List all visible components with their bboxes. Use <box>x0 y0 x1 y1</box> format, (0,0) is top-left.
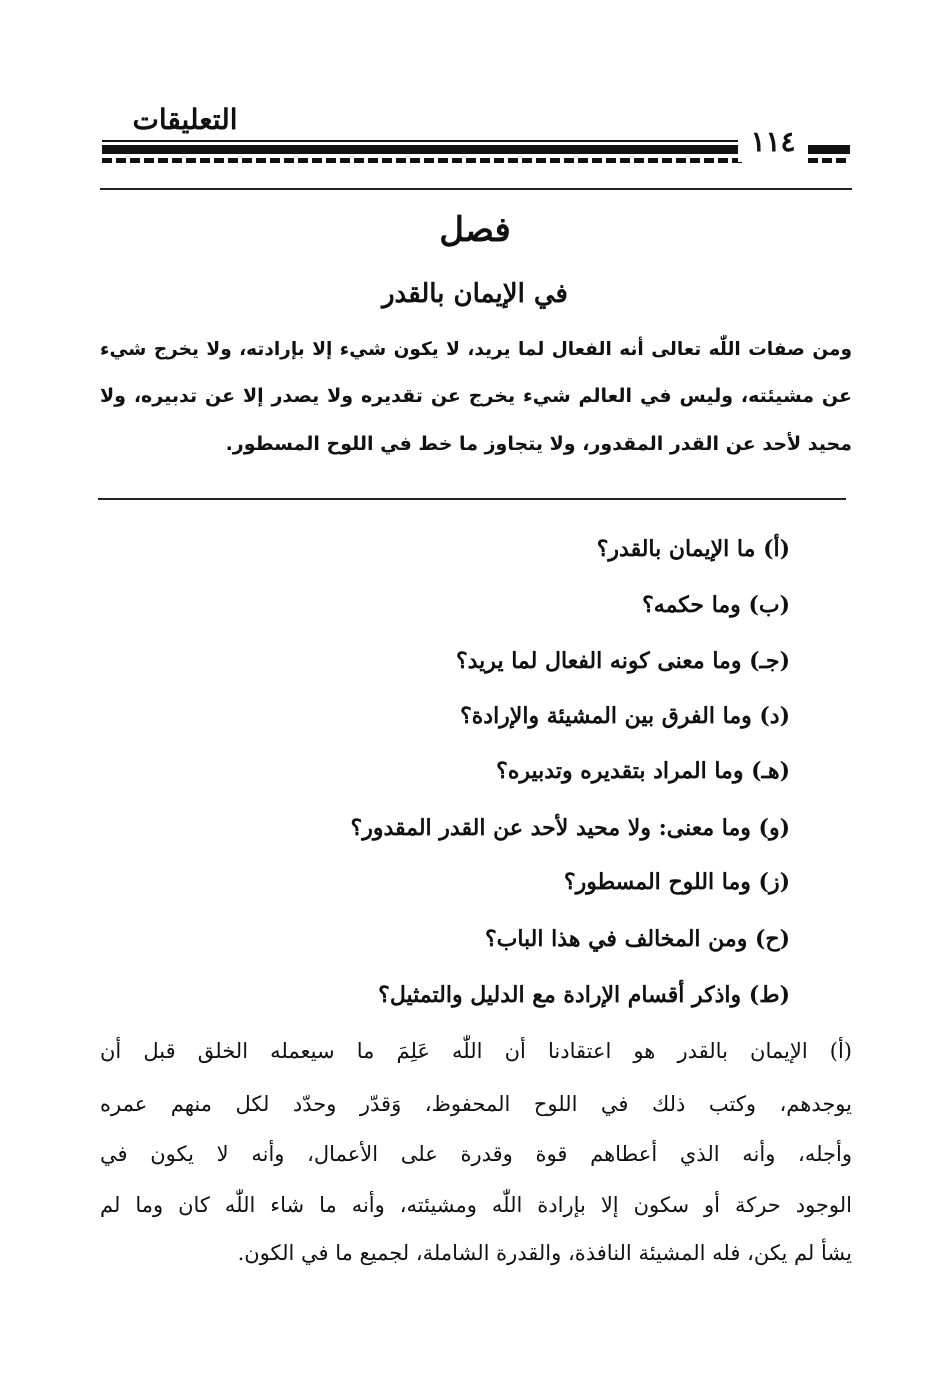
answer-line: الوجود حركة أو سكون إلا بإرادة اللّٰه ومشيئته، وأنه ما شاء اللّٰه كان وما لم <box>100 1193 852 1217</box>
answer-line: يشأ لم يكن، فله المشيئة النافذة، والقدرة الشاملة، لجميع ما في الكون. <box>237 1241 852 1265</box>
question-item: (ط) واذكر أقسام الإرادة مع الدليل والتمثيل؟ <box>378 982 790 1008</box>
header-rule-thick <box>102 145 742 154</box>
question-item: (ح) ومن المخالف في هذا الباب؟ <box>484 926 790 952</box>
question-item: (هـ) وما المراد بتقديره وتدبيره؟ <box>496 758 790 784</box>
answer-line: يوجدهم، وكتب ذلك في اللوح المحفوظ، وَقدّر وحدّد لكل منهم عمره <box>100 1092 852 1116</box>
answer-line: وأجله، وأنه الذي أعطاهم قوة وقدرة على الأعمال، وأنه لا يكون في <box>100 1142 852 1166</box>
section-title: فصل <box>439 210 511 250</box>
main-text-line: عن مشيئته، وليس في العالم شيء يخرج عن تقديره ولا يصدر إلا عن تدبيره، ولا <box>100 385 852 407</box>
question-item: (ب) وما حكمه؟ <box>642 592 790 618</box>
main-text-line: ومن صفات اللّٰه تعالى أنه الفعال لما يريد، لا يكون شيء إلا بإرادته، ولا يخرج شيء <box>100 339 852 360</box>
main-text-line: محيد لأحد عن القدر المقدور، ولا يتجاوز ما خط في اللوح المسطور. <box>225 433 852 455</box>
question-item: (و) وما معنى: ولا محيد لأحد عن القدر المقدور؟ <box>350 815 790 841</box>
question-item: (جـ) وما معنى كونه الفعال لما يريد؟ <box>455 648 790 674</box>
page-number: ١١٤ <box>738 122 808 162</box>
header-rule-dashed-right <box>808 158 850 163</box>
section-subtitle: في الإيمان بالقدر <box>382 279 568 309</box>
question-item: (أ) ما الإيمان بالقدر؟ <box>596 536 790 562</box>
middle-divider <box>98 498 846 500</box>
running-header-title: التعليقات <box>132 103 238 136</box>
question-item: (د) وما الفرق بين المشيئة والإرادة؟ <box>460 703 790 729</box>
header-rule-dashed <box>102 158 742 163</box>
question-item: (ز) وما اللوح المسطور؟ <box>563 869 790 895</box>
top-divider <box>100 188 852 190</box>
header-rule-thick-right <box>808 145 850 154</box>
answer-line: (أ) الإيمان بالقدر هو اعتقادنا أن اللّٰه عَلِمَ ما سيعمله الخلق قبل أن <box>100 1039 852 1063</box>
header-rule-thin <box>102 140 742 142</box>
